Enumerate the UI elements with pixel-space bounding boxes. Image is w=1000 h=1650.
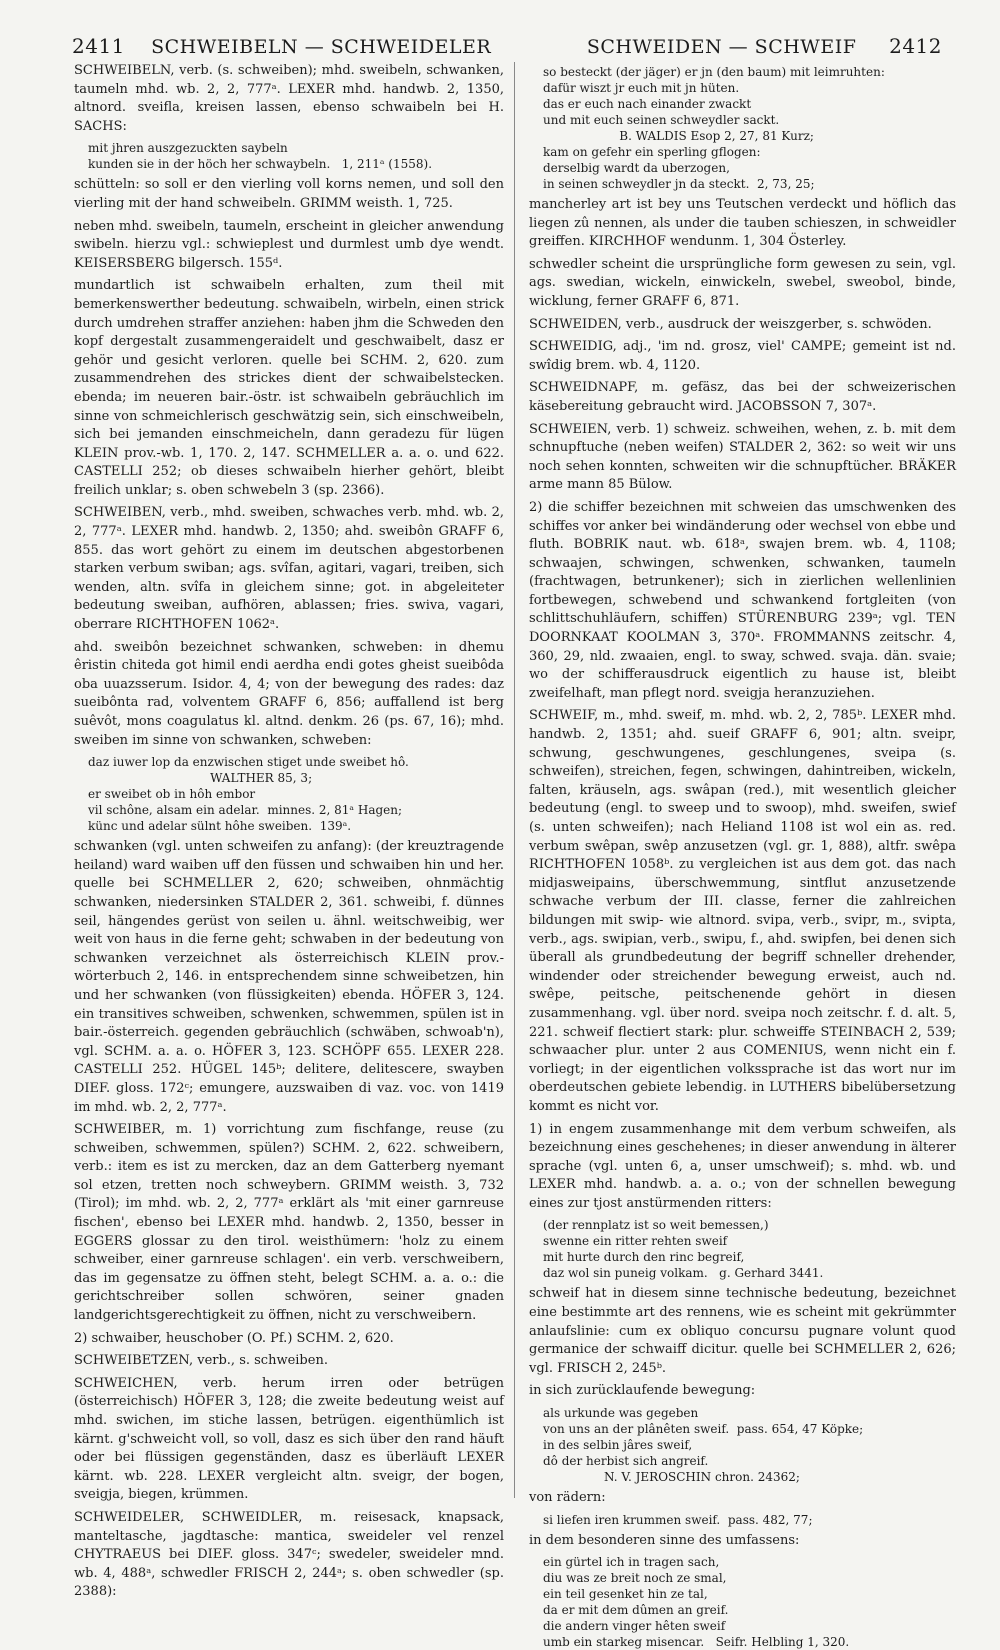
entry-schweiden: SCHWEIDEN, verb., ausdruck der weiszgerber, s. schwöden. — [529, 316, 932, 332]
quote-block: ein gürtel ich in tragen sach, diu was ze breit noch ze smal, ein teil gesenket hin ze tal, da er mit dem dûmen an greif. die andern vinger hêten sweif umb ein starkeg misencar. Seifr. Helbling 1, 320. — [543, 1555, 850, 1650]
right-header-title: SCHWEIDEN — SCHWEIF — [586, 36, 857, 58]
quote-block: (der rennplatz ist so weit bemessen,) swenne ein ritter rehten sweif mit hurte durch den rinc begreif, daz wol sin puneig volkam. g. Gerhard 3441. — [543, 1218, 824, 1281]
paragraph: 2) schwaiber, heuschober (O. Pf.) SCHM. 2, 620. — [74, 1330, 394, 1346]
paragraph: 2) die schiffer bezeichnen mit schweien das umschwenken des schiffes vor anker bei windänderung oder wechsel von ebbe und fluth. BOBRIK naut. wb. 618ᵃ, swajen brem. wb. 4, 1108; schwaajen, schwingen, schwenken, schwanken, taumeln (frachtwagen, betrunkener); sich in zierlichen wellenlinien fortbewegen, schwebend und schwankend fortgleiten (von schlittschuhläufern, schiffen) STÜRENBURG 239ᵃ; vgl. TEN DOORNKAAT KOOLMAN 3, 370ᵃ. FROMMANNS zeitschr. 4, 360, 29, nld. zwaaien, engl. to sway, schwed. svaja. dän. svaie; wo der schifferausdruck eigentlich zu hause ist, bleibt zweifelhaft, man pflegt nord. sveigja heranzuziehen. — [529, 499, 956, 701]
paragraph: in sich zurücklaufende bewegung: — [529, 1383, 756, 1399]
quote-block: so besteckt (der jäger) er jn (den baum) mit leimruhten: dafür wiszt jr euch mit jn hüten. das er euch nach einander zwackt und mit euch seinen schweydler sackt. B. WALDIS Esop 2, 27, 81 Kurz; kam on gefehr ein sperling gflogen: derselbig wardt da uberzogen, in seinen schweydler jn da steckt. 2, 73, 25; — [543, 65, 885, 191]
paragraph: schweif hat in diesem sinne technische bedeutung, bezeichnet eine bestimmte art des rennens, wie es scheint mit gekrümmter anlaufslinie: cum ex obliquo concursu pugnare volunt quod germanice der schwaiff dicitur. quelle bei SCHMELLER 2, 626; vgl. FRISCH 2, 245ᵇ. — [529, 1286, 956, 1376]
left-page-number: 2411 — [72, 34, 125, 58]
paragraph: mundartlich ist schwaibeln erhalten, zum theil mit bemerkenswerther bedeutung. schwaibeln, wirbeln, einen strick durch umdrehen straffer anziehen: haben jhm die Schweden den kopf dergestalt zusammengeraidelt und geschwaibelt, dasz er gehör und gesicht verloren. quelle bei SCHM. 2, 620. zum zusammendrehen des strickes dient der schwaibelstecken. ebenda; im neueren bair.-östr. ist schwaibeln gebräuchlich im sinne von schmeichlerisch geschwätzig sein, sich einschweibeln, sich bei jemanden einschmeicheln, dann geradezu für lügen KLEIN prov.-wb. 1, 170. 2, 147. SCHMELLER a. a. o. und 622. CASTELLI 252; ob dieses schwaibeln hierher gehört, bleibt freilich unklar; s. oben schwebeln 3 (sp. 2366). — [74, 278, 504, 498]
entry-schweif: SCHWEIF, m., mhd. sweif, m. mhd. wb. 2, 2, 785ᵇ. LEXER mhd. handwb. 2, 1351; ahd. sueif GRAFF 6, 901; altn. sveipr, schwung, geschwungenes, geschlungenes, sveipa (s. schweifen), streichen, fegen, schwingen, dahintreiben, wickeln, falten, kräuseln, ags. swâpan (red.), mit wesentlich gleicher bedeutung (engl. to sweep und to swoop), mhd. sweifen, swief (s. unten schweifen); nach Heliand 1108 ist wol ein as. red. verbum swêpan, swêp anzusetzen (vgl. gr. 1, 888), altfr. swêpa RICHTHOFEN 1058ᵇ. zu vergleichen ist aus dem got. das nach midjasweipains, überschwemmung, sintflut anzusetzende schwache verbum der III. classe, ferner die zahlreichen bildungen mit swip- wie altnord. svipa, verb., svipr, m., svipta, verb., ags. swipian, verb., swipu, f., ahd. swipfen, bei denen sich überall als grundbedeutung der begriff schneller drehender, windender oder streichender bewegung erweist, auch nd. swêpe, peitsche, peitschenende gehört in diesen zusammenhang. vgl. über nord. sveipa noch zeitschr. f. d. alt. 5, 221. schweif flectiert stark: plur. schweiffe STEINBACH 2, 539; schwaacher plur. unter 2 aus COMENIUS, wenn nicht ein f. vorliegt; in der eigentlichen volkssprache ist das wort nur im oberdeutschen gebiete lebendig. in LUTHERS bibelübersetzung kommt es nicht vor. — [529, 708, 956, 1114]
quote-block: mit jhren auszgezuckten saybeln kunden sie in der höch her schwaybeln. 1, 211ᵃ (1558). — [88, 141, 433, 172]
left-column — [74, 62, 504, 1600]
entry-schweien: SCHWEIEN, verb. 1) schweiz. schweihen, wehen, z. b. mit dem schnupftuche (neben weifen) STALDER 2, 362: so weit wir uns noch sehen konnten, schweiten wir die schnupftücher. BRÄKER arme mann 85 Bülow. — [529, 421, 956, 493]
right-header — [587, 34, 942, 58]
paragraph: mancherley art ist bey uns Teutschen verdeckt und höflich das liegen zû nennen, als under die tauben schieszen, in schweidler greiffen. KIRCHHOF wendunm. 1, 304 Österley. — [529, 197, 956, 250]
entry-schweiben: SCHWEIBEN, verb., mhd. sweiben, schwaches verb. mhd. wb. 2, 2, 777ᵃ. LEXER mhd. handwb. 2, 1350; ahd. sweibôn GRAFF 6, 855. das wort gehört zu einem im deutschen abgestorbenen starken verbum swiban; ags. svîfan, agitari, vagari, treiben, sich wenden, altn. svîfa in gleichem sinne; got. in abgeleiteter bedeutung sweiban, aufhören, ablassen; fries. swiva, vagari, oberrare RICHTHOFEN 1062ᵃ. — [74, 505, 504, 633]
left-header-title: SCHWEIBELN — SCHWEIDELER — [151, 36, 492, 58]
entry-schweibeln: SCHWEIBELN, verb. (s. schweiben); mhd. sweibeln, schwanken, taumeln mhd. wb. 2, 2, 777ᵃ. LEXER mhd. handwb. 2, 1350, altnord. sveifla, kreisen lassen, ebenso schwaibeln bei H. SACHS: — [74, 63, 504, 134]
paragraph: schwedler scheint die ursprüngliche form gewesen zu sein, vgl. ags. swedian, wickeln, einwickeln, swebel, sweobol, binde, wicklung, ferner GRAFF 6, 871. — [529, 256, 956, 309]
paragraph: in dem besonderen sinne des umfassens: — [529, 1532, 800, 1548]
paragraph: schwanken (vgl. unten schweifen zu anfang): (der kreuztragende heiland) ward waiben uff den füssen und schwaiben hin und her. quelle bei SCHMELLER 2, 620; schweiben, ohnmächtig schwanken, niedersinken STALDER 2, 361. schweibi, f. dünnes seil, hängendes gerüst von seilen u. ähnl. weitschweibig, wer weit von haus in die ferne geht; schwaben in der bedeutung von schwanken verzeichnet als österreichisch KLEIN prov.-wörterbuch 2, 146. in entsprechendem sinne schweibetzen, hin und her schwanken (von flüssigkeiten) ebenda. HÖFER 3, 124. ein transitives schweiben, schwenken, schwemmen, spülen ist in bair.-österreich. gegenden gebräuchlich (schwäben, schwoab'n), vgl. SCHM. a. a. o. HÖFER 3, 123. SCHÖPF 655. LEXER 228. CASTELLI 252. HÜGEL 145ᵇ; delitere, delitescere, swayben DIEF. gloss. 172ᶜ; emungere, auzswaiben di vaz. voc. von 1419 im mhd. wb. 2, 2, 777ᵃ. — [74, 839, 504, 1115]
paragraph: neben mhd. sweibeln, taumeln, erscheint in gleicher anwendung swibeln. hierzu vgl.: schwieplest und durmlest umb dye wendt. KEISERSBERG bilgersch. 155ᵈ. — [74, 218, 504, 271]
quote-block: als urkunde was gegeben von uns an der plânêten sweif. pass. 654, 47 Köpke; in des selbin jâres sweif, dô der herbist sich angreif. N. V. JEROSCHIN chron. 24362; — [543, 1406, 864, 1485]
left-header — [72, 34, 491, 58]
paragraph: schütteln: so soll er den vierling voll korns nemen, und soll den vierling mit der hand schweibeln. GRIMM weisth. 1, 725. — [74, 177, 504, 211]
column-divider — [514, 62, 515, 1498]
entry-schweibetzen: SCHWEIBETZEN, verb., s. schweiben. — [74, 1353, 328, 1369]
right-column — [529, 62, 956, 1650]
paragraph: ahd. sweibôn bezeichnet schwanken, schweben: in dhemu êristin chiteda got himil endi aerdha endi gotes gheist sueibôda oba uuazsserum. Isidor. 4, 4; von der bewegung des rades: daz sueibônta rad, volventem GRAFF 6, 856; auffallend ist berg suêvôt, mons coagulatus kl. altnd. denkm. 26 (ps. 67, 16); mhd. sweiben im sinne von schwanken, schweben: — [74, 639, 504, 748]
entry-schweidnapf: SCHWEIDNAPF, m. gefäsz, das bei der schweizerischen käsebereitung gebraucht wird. JACOBSSON 7, 307ᵃ. — [529, 380, 956, 414]
paragraph: von rädern: — [529, 1490, 606, 1506]
entry-schweidig: SCHWEIDIG, adj., 'im nd. grosz, viel' CAMPE; gemeint ist nd. swîdig brem. wb. 4, 1120. — [529, 339, 956, 373]
entry-schweichen: SCHWEICHEN, verb. herum irren oder betrügen (österreichisch) HÖFER 3, 128; die zweite bedeutung weist auf mhd. swichen, im stiche lassen, betrügen. eigenthümlich ist kärnt. g'schweicht voll, so voll, dasz es sich über den rand häuft oder bei flüssigen gegenständen, dasz es überläuft LEXER kärnt. wb. 228. LEXER vergleicht altn. sveigr, der bogen, sveigja, biegen, krümmen. — [74, 1375, 504, 1503]
entry-schweideler: SCHWEIDELER, SCHWEIDLER, m. reisesack, knapsack, manteltasche, jagdtasche: mantica, sweideler vel renzel CHYTRAEUS bei DIEF. gloss. 347ᶜ; swedeler, sweideler mnd. wb. 4, 488ᵃ, schwedler FRISCH 2, 244ᵃ; s. oben schwedler (sp. 2388): — [74, 1509, 504, 1600]
entry-schweiber: SCHWEIBER, m. 1) vorrichtung zum fischfange, reuse (zu schweiben, schwemmen, spülen?) SCHM. 2, 622. schweibern, verb.: item es ist zu mercken, daz an dem Gatterberg nyemant sol etzen, tretten noch schweybern. GRIMM weisth. 3, 732 (Tirol); im mhd. wb. 2, 2, 777ᵃ erklärt als 'mit einer garnreuse fischen', ebenso bei LEXER mhd. handwb. 2, 1350, besser in EGGERS glossar zu den tirol. weisthümern: 'holz zu einem schweiber, einer garnreuse schlagen'. ein verb. verschweibern, das im gegensatze zu öffnen steht, belegt SCHM. a. a. o.: die gerichtschreiber sollen schwören, seiner gnaden landgerichtsgerechtigkeit zu öffnen, nicht zu verschweibern. — [74, 1122, 504, 1324]
paragraph: 1) in engem zusammenhange mit dem verbum schweifen, als bezeichnung eines geschehenes; in dieser anwendung in älterer sprache (vgl. unten 6, a, unser umschweif); s. mhd. wb. und LEXER mhd. handwb. a. a. o.; von der schnellen bewegung eines zur tjost anstürmenden ritters: — [529, 1121, 956, 1211]
quote-block: si liefen iren krummen sweif. pass. 482, 77; — [543, 1512, 813, 1527]
quote-block: daz iuwer lop da enzwischen stiget unde sweibet hô. WALTHER 85, 3; er sweibet ob in hôh embor vil schône, alsam ein adelar. minnes. 2, 81ᵃ Hagen; künc und adelar sülnt hôhe sweiben. 139ᵃ. — [88, 755, 409, 834]
right-page-number: 2412 — [889, 34, 942, 58]
